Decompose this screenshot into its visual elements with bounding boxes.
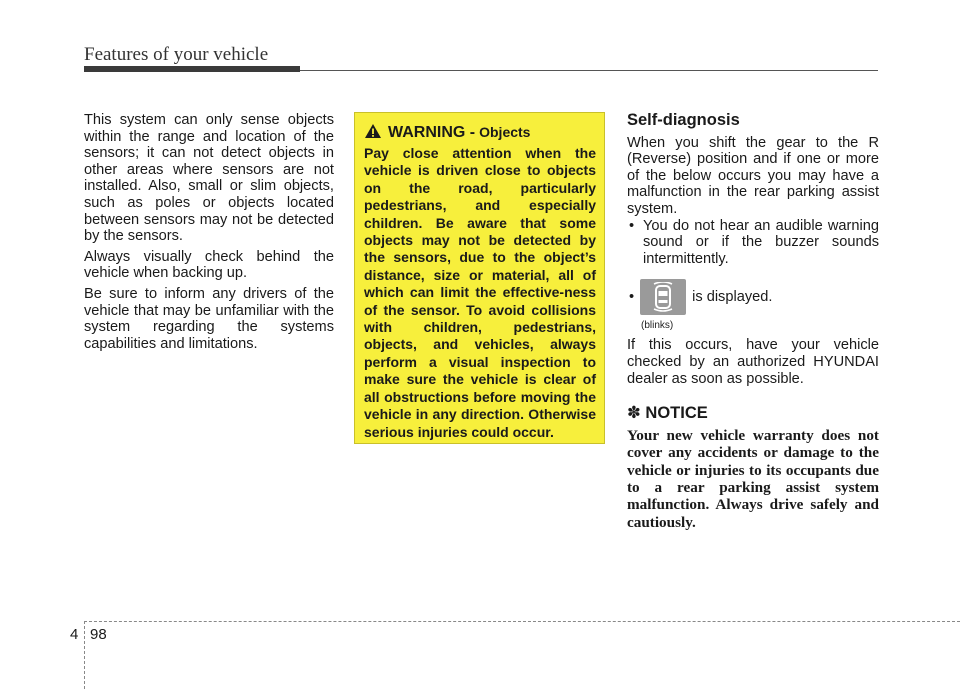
right-column bbox=[627, 112, 879, 531]
left-paragraph-1: This system can only sense objects within the range and location of the sensors; it can not detect objects in other areas where sensors are not installed. Also, small or slim objects, such as poles or objects located between sensors may not be detected by the sensors. bbox=[84, 112, 334, 245]
warning-subtitle: Objects bbox=[479, 124, 531, 140]
warning-box bbox=[354, 112, 605, 444]
header-bar bbox=[84, 66, 300, 72]
bullet-item-1 bbox=[627, 218, 879, 268]
notice-heading: ✽ NOTICE bbox=[627, 404, 708, 423]
self-diagnosis-intro: When you shift the gear to the R (Reverse) position and if one or more of the below occurs you may have a malfunction in the rear parking assist system. bbox=[627, 134, 879, 217]
header-rule bbox=[300, 70, 878, 71]
page-number: 98 bbox=[90, 626, 107, 643]
left-paragraph-3: Be sure to inform any drivers of the vehicle that may be unfamiliar with the system regarding the systems capabilities and limitations. bbox=[84, 285, 334, 352]
parking-sensor-icon bbox=[640, 279, 686, 315]
bullet-text-1: You do not hear an audible warning sound or if the buzzer sounds intermittently. bbox=[643, 217, 879, 267]
warning-text: Pay close attention when the vehicle is driven close to objects on the road, particularly pedestrians, and especially children. Be aware that some objects may not be detected by the sensors, due to the object’s distance, size or material, all of which can limit the effective-ness of the sensor. To avoid collisions with children, pedestrians, objects, and vehicles, always perform a visual inspection to make sure the vehicle is clear of all obstructions before moving the vehicle in any direction. Otherwise serious injuries could occur. bbox=[364, 145, 596, 440]
chapter-number: 4 bbox=[70, 626, 79, 643]
bullet-text-2: is displayed. bbox=[692, 289, 773, 306]
footer-divider bbox=[84, 621, 85, 689]
left-paragraph-2: Always visually check behind the vehicle when backing up. bbox=[84, 248, 334, 282]
warning-header bbox=[364, 121, 596, 142]
notice-text: Your new vehicle warranty does not cover any accidents or damage to the vehicle or injuries to its occupants due to a rear parking assist system malfunction. Always drive safely and cautiously. bbox=[627, 426, 879, 531]
bullet-marker: • bbox=[629, 217, 635, 234]
warning-label: WARNING - bbox=[388, 124, 476, 141]
bullet-marker: • bbox=[629, 289, 635, 306]
footer-rule bbox=[84, 621, 960, 622]
page-header-title: Features of your vehicle bbox=[84, 44, 269, 65]
icon-caption: (blinks) bbox=[641, 320, 674, 332]
self-diagnosis-closing: If this occurs, have your vehicle checked by an authorized HYUNDAI dealer as soon as possible. bbox=[627, 337, 879, 387]
warning-triangle-icon bbox=[364, 123, 382, 139]
self-diagnosis-heading: Self-diagnosis bbox=[627, 111, 740, 129]
left-column bbox=[84, 112, 334, 356]
bullet-item-2 bbox=[627, 279, 879, 332]
